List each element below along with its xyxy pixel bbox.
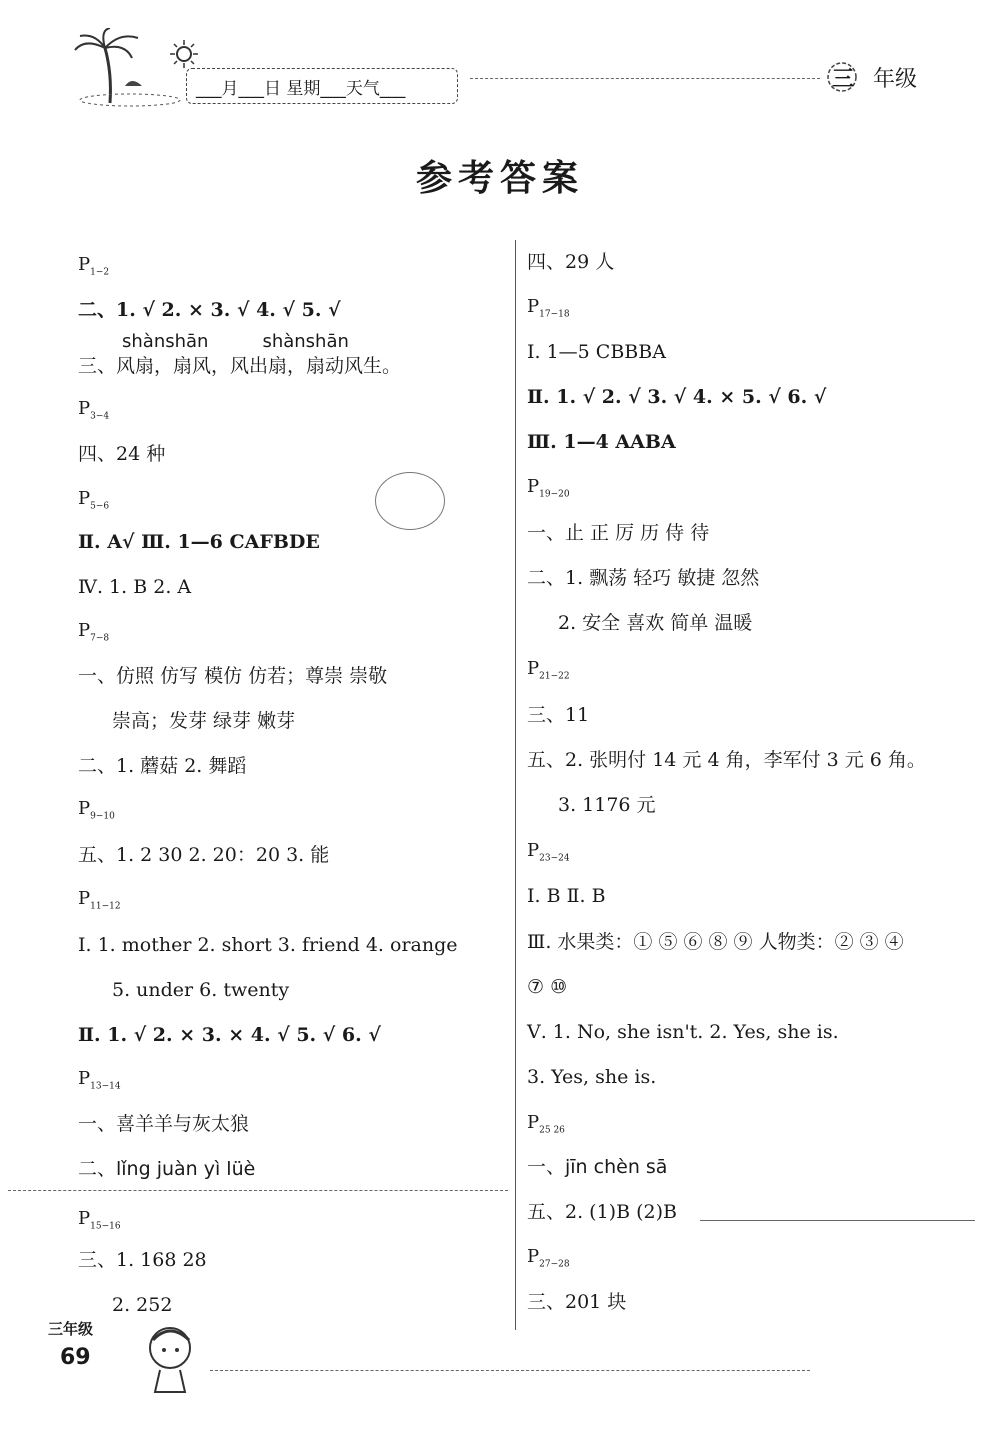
grade-number: 三 (832, 66, 855, 92)
answer-line: 二、1. 蘑菇 2. 舞蹈 (78, 755, 247, 777)
answer-line: 一、仿照 仿写 模仿 仿若；尊崇 崇敬 (78, 665, 388, 687)
answer-line: 一、止 正 厉 历 侍 待 (527, 522, 710, 544)
answer-line: ⑦ ⑩ (527, 976, 568, 998)
answer-line: 一、jīn chèn sā (527, 1156, 668, 1178)
answer-line: Ⅲ. 水果类：① ⑤ ⑥ ⑧ ⑨ 人物类：② ③ ④ (527, 931, 904, 953)
cartoon-girl-illustration (135, 1320, 205, 1395)
answer-line: Ⅲ. 1—4 AABA (527, 431, 676, 453)
section-dashed-rule-left (8, 1190, 508, 1191)
sun-icon (168, 38, 200, 70)
answer-line: 四、29 人 (527, 251, 615, 273)
answer-line: 崇高；发芽 绿芽 嫩芽 (112, 710, 296, 732)
page-title: 参考答案 (415, 158, 584, 199)
page-number: 69 (60, 1345, 91, 1370)
grade-label: 年级 (873, 67, 918, 92)
answer-line: 3. Yes, she is. (527, 1066, 657, 1088)
answer-line: 四、24 种 (78, 443, 166, 465)
date-weather-fields: ___月___日 星期___天气___ (196, 79, 406, 99)
page-ref: $P_{23-24}$ (527, 840, 570, 864)
answer-line: 二、1. √ 2. × 3. √ 4. √ 5. √ (78, 299, 341, 321)
answer-line: Ⅴ. 1. No, she isn't. 2. Yes, she is. (527, 1021, 839, 1043)
answer-line: 5. under 6. twenty (112, 979, 290, 1001)
header-dashed-rule (470, 78, 820, 79)
answer-line: 二、1. 飘荡 轻巧 敏捷 忽然 (527, 567, 760, 589)
pinyin-annotation: shànshān shànshān (122, 331, 349, 352)
page-ref: $P_{19-20}$ (527, 476, 570, 500)
page-ref: $P_{9-10}$ (78, 798, 115, 822)
answer-line: Ⅳ. 1. B 2. A (78, 576, 192, 598)
answer-line: 三、201 块 (527, 1291, 627, 1313)
page-ref: $P_{7-8}$ (78, 620, 110, 644)
page-ref: $P_{17-18}$ (527, 296, 570, 320)
ink-stamp (375, 472, 445, 530)
page-ref: $P_{13-14}$ (78, 1068, 121, 1092)
answer-line: 五、2. (1)B (2)B (527, 1201, 677, 1223)
footer-grade: 三年级 (48, 1320, 94, 1338)
page-ref: $P_{11-12}$ (78, 888, 121, 912)
answer-line: 二、lǐng juàn yì lüè (78, 1158, 256, 1180)
answer-line: Ⅱ. 1. √ 2. × 3. × 4. √ 5. √ 6. √ (78, 1024, 381, 1046)
answer-line: 3. 1176 元 (558, 794, 656, 816)
page-ref: $P_{15-16}$ (78, 1208, 121, 1232)
answer-line: Ⅰ. 1—5 CBBBA (527, 341, 666, 363)
answer-line: Ⅰ. B Ⅱ. B (527, 885, 606, 907)
page-ref: $P_{27-28}$ (527, 1246, 570, 1270)
section-dashed-rule-right (700, 1220, 975, 1221)
page-ref: $P_{5-6}$ (78, 488, 110, 512)
answer-line: 五、1. 2 30 2. 20：20 3. 能 (78, 844, 330, 866)
answer-line: Ⅰ. 1. mother 2. short 3. friend 4. orange (78, 934, 458, 956)
answer-line: 三、1. 168 28 (78, 1249, 207, 1271)
answer-line: 三、风扇，扇风，风出扇，扇动风生。 (78, 355, 402, 377)
page-ref: $P_{21-22}$ (527, 658, 570, 682)
answer-line: 三、11 (527, 704, 590, 726)
answer-line: 一、喜羊羊与灰太狼 (78, 1113, 250, 1135)
answer-line: 五、2. 张明付 14 元 4 角，李军付 3 元 6 角。 (527, 749, 926, 771)
page-ref: $P_{3-4}$ (78, 398, 110, 422)
answer-line: 2. 安全 喜欢 简单 温暖 (558, 612, 753, 634)
column-divider (515, 240, 516, 1330)
page-ref: $P_{1-2}$ (78, 254, 110, 278)
footer-dashed-rule (210, 1370, 810, 1371)
page-ref: $P_{25 26}$ (527, 1112, 565, 1136)
answer-line: Ⅱ. 1. √ 2. √ 3. √ 4. × 5. √ 6. √ (527, 386, 827, 408)
answer-line: Ⅱ. A√ Ⅲ. 1—6 CAFBDE (78, 531, 320, 553)
answer-line: 2. 252 (112, 1294, 173, 1316)
